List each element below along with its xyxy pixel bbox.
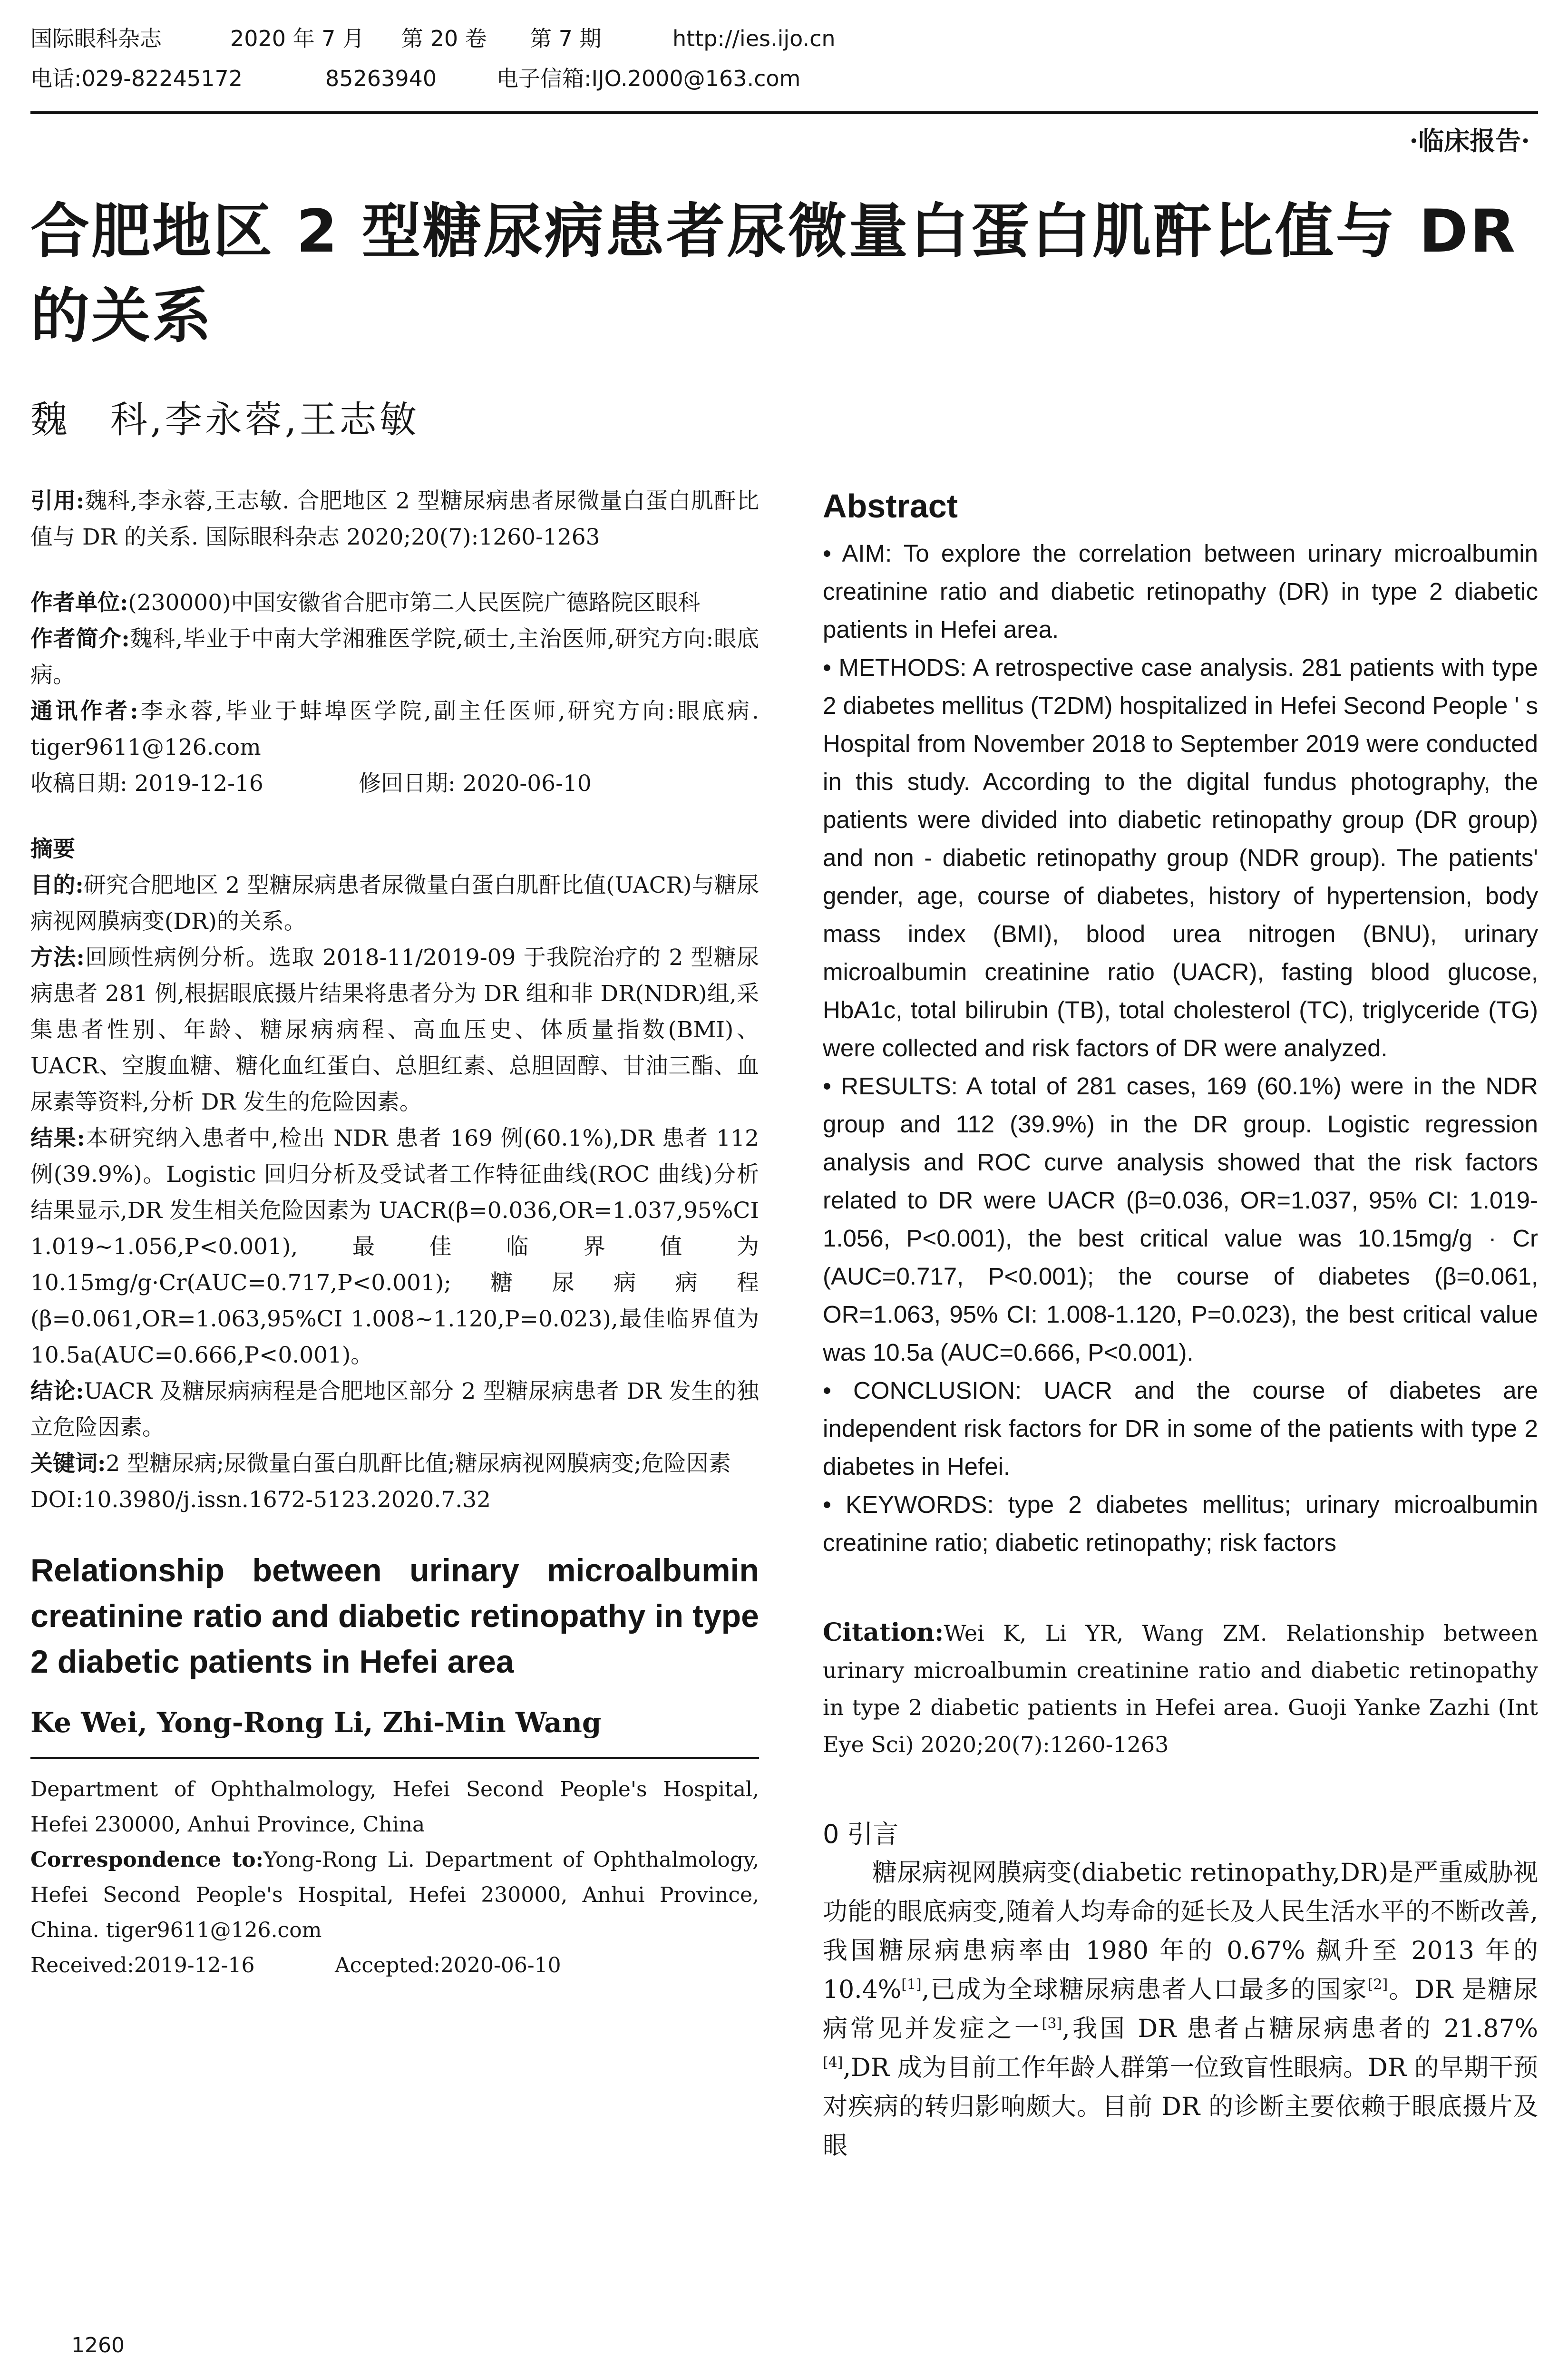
methods-cn-label: 方法:	[30, 945, 85, 971]
left-column	[30, 483, 759, 1983]
journal-name: 国际眼科杂志	[30, 26, 162, 51]
citation-cn-label: 引用:	[30, 488, 85, 514]
section-tag: ·临床报告·	[1409, 126, 1530, 156]
header-rule	[30, 111, 1538, 114]
citation-cn-text: 魏科,李永蓉,王志敏. 合肥地区 2 型糖尿病患者尿微量白蛋白肌酐比值与 DR 的关系. 国际眼科杂志 2020;20(7):1260-1263	[30, 488, 759, 550]
author-bio-label: 作者简介:	[30, 626, 130, 652]
keywords-cn-text: 2 型糖尿病;尿微量白蛋白肌酐比值;糖尿病视网膜病变;危险因素	[106, 1451, 731, 1477]
corresponding-author-label: 通讯作者:	[30, 698, 138, 724]
correspondence-en-text: Yong-Rong Li. Department of Ophthalmology, Hefei Second People's Hospital, Hefei 230000, Anhui Province, China. tiger9611@126.com	[30, 1848, 759, 1942]
methods-cn-text: 回顾性病例分析。选取 2018-11/2019-09 于我院治疗的 2 型糖尿病患者 281 例,根据眼底摄片结果将患者分为 DR 组和非 DR(NDR)组,采集患者性别、年龄、糖尿病病程、高血压史、体质量指数(BMI)、UACR、空腹血糖、糖化血红蛋白、总胆红素、总胆固醇、甘油三酯、血尿素等资料,分析 DR 发生的危险因素。	[30, 945, 759, 1115]
aim-cn-label: 目的:	[30, 872, 84, 898]
received-date-en: Received:2019-12-16	[30, 1953, 255, 1978]
ref-4[interactable]: [4]	[823, 2054, 843, 2071]
dates-en	[30, 1948, 759, 1983]
ref-1[interactable]: [1]	[901, 1976, 922, 1993]
aim-cn-text: 研究合肥地区 2 型糖尿病患者尿微量白蛋白肌酐比值(UACR)与糖尿病视网膜病变(DR)的关系。	[30, 872, 759, 935]
issue-date: 2020 年 7 月	[230, 26, 365, 51]
volume: 第 20 卷	[401, 26, 487, 51]
results-cn-label: 结果:	[30, 1125, 85, 1151]
results-cn-text: 本研究纳入患者中,检出 NDR 患者 169 例(60.1%),DR 患者 112 例(39.9%)。Logistic 回归分析及受试者工作特征曲线(ROC 曲线)分析结果显示,DR 发生相关危险因素为 UACR(β=0.036,OR=1.037,95%CI 1.019~1.056,P<0.001),最佳临界值为 10.15mg/g·Cr(AUC=0.717,P<0.001);糖尿病病程(β=0.061,OR=1.063,95%CI 1.008~1.120,P=0.023),最佳临界值为 10.5a(AUC=0.666,P<0.001)。	[30, 1125, 759, 1368]
abstract-en-heading: Abstract	[823, 487, 958, 525]
doi[interactable]: DOI:10.3980/j.issn.1672-5123.2020.7.32	[30, 1487, 491, 1513]
page-number: 1260	[71, 2333, 125, 2358]
intro-text-1: 糖尿病视网膜病变(diabetic retinopathy,DR)是严重威胁视功能的眼底病变,随着人均寿命的延长及人民生活水平的不断改善,我国糖尿病患病率由 1980 年的 0.67% 飙升至 2013 年的 10.4%	[823, 1859, 1538, 2004]
abstract-en-conclusion: • CONCLUSION: UACR and the course of diabetes are independent risk factors for DR in some of the patients with type 2 diabetes in Hefei.	[823, 1377, 1538, 1480]
dates-cn	[30, 766, 759, 802]
abstract-cn-methods	[30, 940, 759, 1120]
issue-number: 第 7 期	[530, 26, 602, 51]
abstract-cn-heading: 摘要	[30, 836, 75, 862]
author-bio-text: 魏科,毕业于中南大学湘雅医学院,硕士,主治医师,研究方向:眼底病。	[30, 626, 759, 688]
accepted-date-en: Accepted:2020-06-10	[335, 1953, 561, 1978]
ref-2[interactable]: [2]	[1367, 1976, 1388, 1993]
revised-date-cn: 修回日期: 2020-06-10	[359, 770, 592, 797]
conclusion-cn-text: UACR 及糖尿病病程是合肥地区部分 2 型糖尿病患者 DR 发生的独立危险因素。	[30, 1378, 759, 1441]
author-bio	[30, 621, 759, 693]
intro-text-4: ,我国 DR 患者占糖尿病患者的 21.87%	[1062, 2015, 1538, 2043]
author-unit	[30, 585, 759, 621]
right-column	[823, 483, 1538, 2165]
intro-heading: 0 引言	[823, 1819, 899, 1849]
keywords-cn-label: 关键词:	[30, 1451, 106, 1477]
abstract-en-keywords: • KEYWORDS: type 2 diabetes mellitus; urinary microalbumin creatinine ratio; diabetic retinopathy; risk factors	[823, 1491, 1538, 1556]
article-title-en: Relationship between urinary microalbumin creatinine ratio and diabetic retinopathy in type 2 diabetic patients in Hefei area	[30, 1552, 759, 1680]
intro-text-5: ,DR 成为目前工作年龄人群第一位致盲性眼病。DR 的早期干预对疾病的转归影响颇大。目前 DR 的诊断主要依赖于眼底摄片及眼	[823, 2054, 1538, 2160]
abstract-cn-conclusion	[30, 1374, 759, 1446]
keywords-cn	[30, 1446, 759, 1482]
correspondence-en-label: Correspondence to:	[30, 1848, 263, 1872]
abstract-cn-aim	[30, 867, 759, 940]
abstract-en-methods: • METHODS: A retrospective case analysis. 281 patients with type 2 diabetes mellitus (T2DM) hospitalized in Hefei Second People ' s Hospital from November 2018 to September 2019 were conducted in this study. According to the digital fundus photography, the patients were divided into diabetic retinopathy group (DR group) and non - diabetic retinopathy group (NDR group). The patients' gender, age, course of diabetes, history of hypertension, body mass index (BMI), blood urea nitrogen (BNU), urinary microalbumin creatinine ratio (UACR), fasting blood glucose, HbA1c, total bilirubin (TB), total cholesterol (TC), triglyceride (TG) were collected and risk factors of DR were analyzed.	[823, 654, 1538, 1062]
author-unit-text: (230000)中国安徽省合肥市第二人民医院广德路院区眼科	[128, 590, 701, 616]
phone-number-2: 85263940	[325, 66, 437, 91]
corresponding-author	[30, 693, 759, 766]
intro-paragraph	[823, 1853, 1538, 2165]
abstract-cn-results	[30, 1120, 759, 1374]
journal-header-line1	[30, 24, 836, 53]
citation-en-label: Citation:	[823, 1618, 944, 1647]
authors-cn: 魏 科,李永蓉,王志敏	[30, 399, 419, 441]
author-unit-label: 作者单位:	[30, 590, 128, 616]
abstract-en-aim: • AIM: To explore the correlation between urinary microalbumin creatinine ratio and diabetic retinopathy (DR) in type 2 diabetic patients in Hefei area.	[823, 540, 1538, 643]
journal-url[interactable]: http://ies.ijo.cn	[672, 26, 836, 51]
journal-header-line2	[30, 64, 800, 93]
citation-cn	[30, 483, 759, 555]
received-date-cn: 收稿日期: 2019-12-16	[30, 770, 263, 797]
authors-en: Ke Wei, Yong-Rong Li, Zhi-Min Wang	[30, 1706, 602, 1739]
intro-text-3: 。DR 是糖尿病常见并发症之一	[823, 1976, 1539, 2043]
citation-en	[823, 1614, 1538, 1763]
correspondence-en	[30, 1842, 759, 1948]
abstract-en-results: • RESULTS: A total of 281 cases, 169 (60.1%) were in the NDR group and 112 (39.9%) in the DR group. Logistic regression analysis and ROC curve analysis showed that the risk factors related to DR were UACR (β=0.036, OR=1.037, 95% CI: 1.019-1.056, P<0.001), the best critical value was 10.15mg/g · Cr (AUC=0.717, P<0.001); the course of diabetes (β=0.061, OR=1.063, 95% CI: 1.008-1.120, P=0.023), the best critical value was 10.5a (AUC=0.666, P<0.001).	[823, 1072, 1538, 1366]
department-en: Department of Ophthalmology, Hefei Second People's Hospital, Hefei 230000, Anhui Province, China	[30, 1777, 759, 1837]
citation-en-text: Wei K, Li YR, Wang ZM. Relationship between urinary microalbumin creatinine ratio and diabetic retinopathy in type 2 diabetic patients in Hefei area. Guoji Yanke Zazhi (Int Eye Sci) 2020;20(7):1260-1263	[823, 1620, 1538, 1757]
corresponding-author-text: 李永蓉,毕业于蚌埠医学院,副主任医师,研究方向:眼底病. tiger9611@126.com	[30, 698, 759, 760]
article-title-cn: 合肥地区 2 型糖尿病患者尿微量白蛋白肌酐比值与 DR 的关系	[30, 197, 1518, 351]
ref-3[interactable]: [3]	[1042, 2015, 1062, 2032]
authors-rule	[30, 1757, 759, 1759]
intro-text-2: ,已成为全球糖尿病患者人口最多的国家	[921, 1976, 1368, 2004]
journal-email[interactable]: 电子信箱:IJO.2000@163.com	[497, 66, 801, 91]
phone-number: 电话:029-82245172	[30, 66, 243, 91]
conclusion-cn-label: 结论:	[30, 1378, 84, 1404]
